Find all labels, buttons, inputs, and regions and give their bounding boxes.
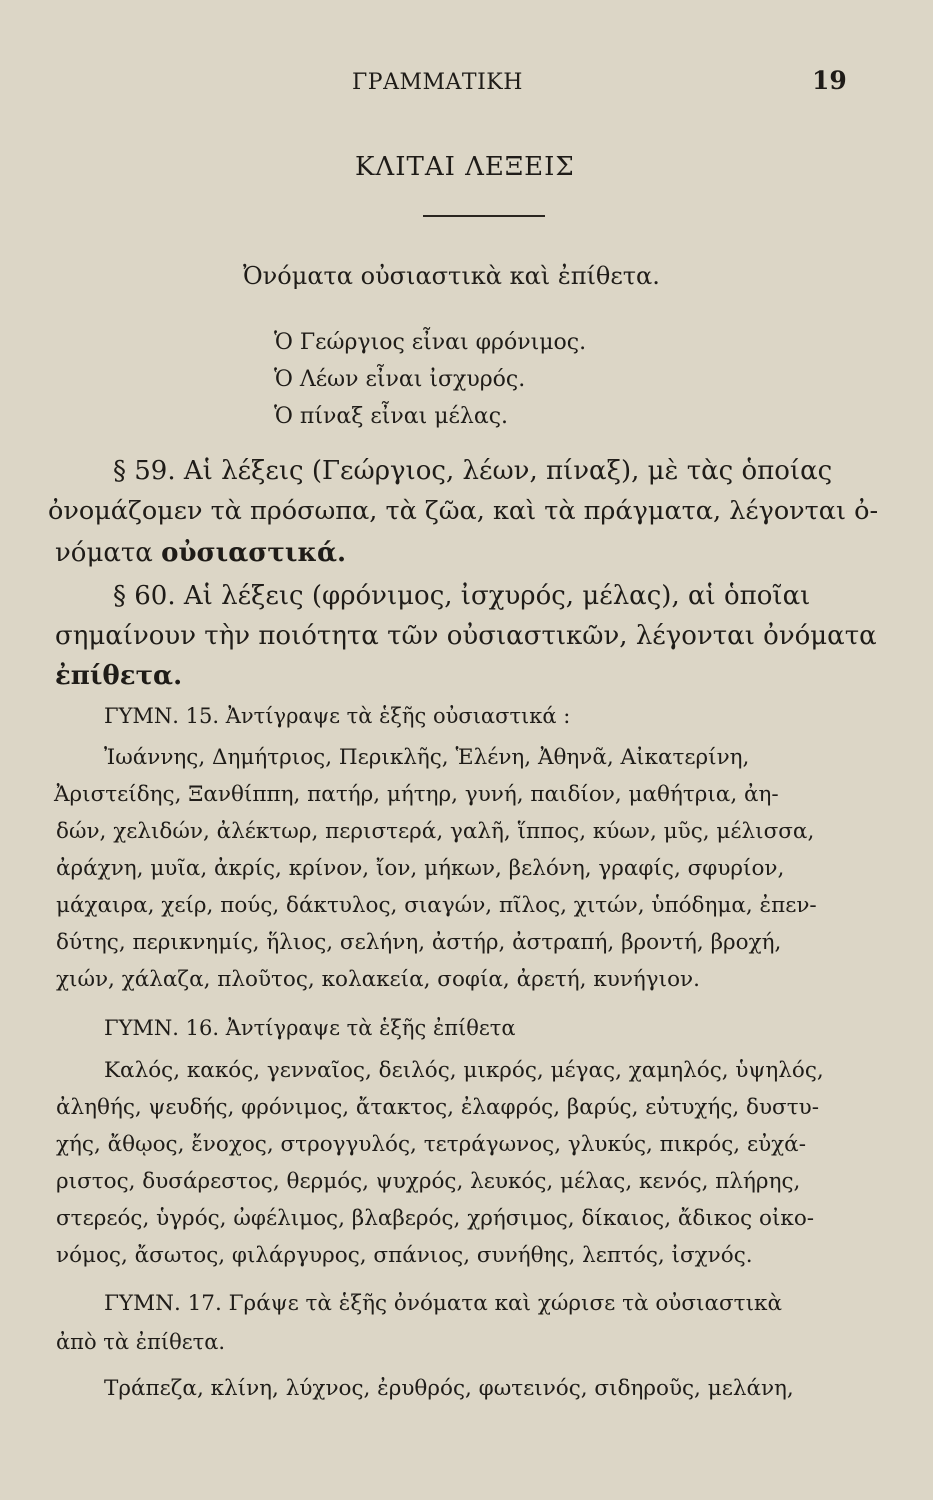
exercise-15-heading: ΓΥΜΝ. 15. Ἀντίγραψε τὰ ἑξῆς οὐσιαστικά : [104,704,571,728]
running-header: ΓΡΑΜΜΑΤΙΚΗ [352,70,523,95]
exercise-15-line: Ἰωάννης, Δημήτριος, Περικλῆς, Ἑλένη, Ἀθηνᾶ, Αἰκατερίνη, [104,745,750,770]
exercise-16-line: νόμος, ἄσωτος, φιλάργυρος, σπάνιος, συνήθης, λεπτός, ἰσχνός. [56,1243,753,1268]
page-number: 19 [812,66,847,95]
paragraph-59-text: νόματα [55,538,162,568]
exercise-15-line: χιών, χάλαζα, πλοῦτος, κολακεία, σοφία, ἀρετή, κυνήγιον. [56,967,700,992]
exercise-16-line: Καλός, κακός, γενναῖος, δειλός, μικρός, μέγας, χαμηλός, ὑψηλός, [104,1058,824,1083]
example-sentence: Ὁ Γεώργιος εἶναι φρόνιμος. [274,330,587,355]
exercise-15-line: Ἀριστείδης, Ξανθίππη, πατήρ, μήτηρ, γυνή, παιδίον, μαθήτρια, ἀη- [54,782,779,807]
paragraph-59-line [55,538,346,568]
exercise-16-line: ριστος, δυσάρεστος, θερμός, ψυχρός, λευκός, μέλας, κενός, πλήρης, [56,1169,801,1194]
exercise-16-line: ἀληθής, ψευδής, φρόνιμος, ἄτακτος, ἐλαφρός, βαρύς, εὐτυχής, δυστυ- [56,1095,819,1120]
example-sentence: Ὁ Λέων εἶναι ἰσχυρός. [274,367,526,392]
exercise-16-line: στερεός, ὑγρός, ὠφέλιμος, βλαβερός, χρήσιμος, δίκαιος, ἄδικος οἰκο- [56,1206,815,1231]
paragraph-59-line: ὀνομάζομεν τὰ πρόσωπα, τὰ ζῶα, καὶ τὰ πράγματα, λέγονται ὀ- [48,496,879,526]
exercise-17-line: Τράπεζα, κλίνη, λύχνος, ἐρυθρός, φωτεινός, σιδηροῦς, μελάνη, [104,1376,794,1401]
example-sentence: Ὁ πίναξ εἶναι μέλας. [274,404,509,429]
paragraph-60-line: σημαίνουν τὴν ποιότητα τῶν οὐσιαστικῶν, λέγονται ὀνόματα [55,621,877,651]
exercise-16-line: χής, ἄθῳος, ἔνοχος, στρογγυλός, τετράγωνος, γλυκύς, πικρός, εὐχά- [56,1132,806,1157]
exercise-16-heading: ΓΥΜΝ. 16. Ἀντίγραψε τὰ ἑξῆς ἐπίθετα [104,1016,516,1040]
paragraph-60-line: § 60. Αἱ λέξεις (φρόνιμος, ἰσχυρός, μέλας), αἱ ὁποῖαι [113,581,811,611]
term-adjectives: ἐπίθετα. [55,661,183,691]
exercise-15-line: δών, χελιδών, ἀλέκτωρ, περιστερά, γαλῆ, ἵππος, κύων, μῦς, μέλισσα, [56,819,815,844]
section-subtitle: Ὀνόματα οὐσιαστικὰ καὶ ἐπίθετα. [243,262,660,290]
exercise-17-line: ἀπὸ τὰ ἐπίθετα. [56,1330,226,1354]
section-title: ΚΛΙΤΑΙ ΛΕΞΕΙΣ [355,152,575,182]
paragraph-59-line: § 59. Αἱ λέξεις (Γεώργιος, λέων, πίναξ), μὲ τὰς ὁποίας [113,456,833,486]
exercise-15-line: δύτης, περικνημίς, ἥλιος, σελήνη, ἀστήρ, ἀστραπή, βροντή, βροχή, [56,930,782,955]
title-divider [423,215,545,217]
exercise-15-line: μάχαιρα, χείρ, πούς, δάκτυλος, σιαγών, πῖλος, χιτών, ὑπόδημα, ἐπεν- [56,893,817,918]
term-substantives: οὐσιαστικά. [161,538,347,568]
exercise-17-heading: ΓΥΜΝ. 17. Γράψε τὰ ἑξῆς ὀνόματα καὶ χώρισε τὰ οὐσιαστικὰ [104,1291,782,1316]
exercise-15-line: ἀράχνη, μυῖα, ἀκρίς, κρίνον, ἴον, μήκων, βελόνη, γραφίς, σφυρίον, [56,856,785,881]
